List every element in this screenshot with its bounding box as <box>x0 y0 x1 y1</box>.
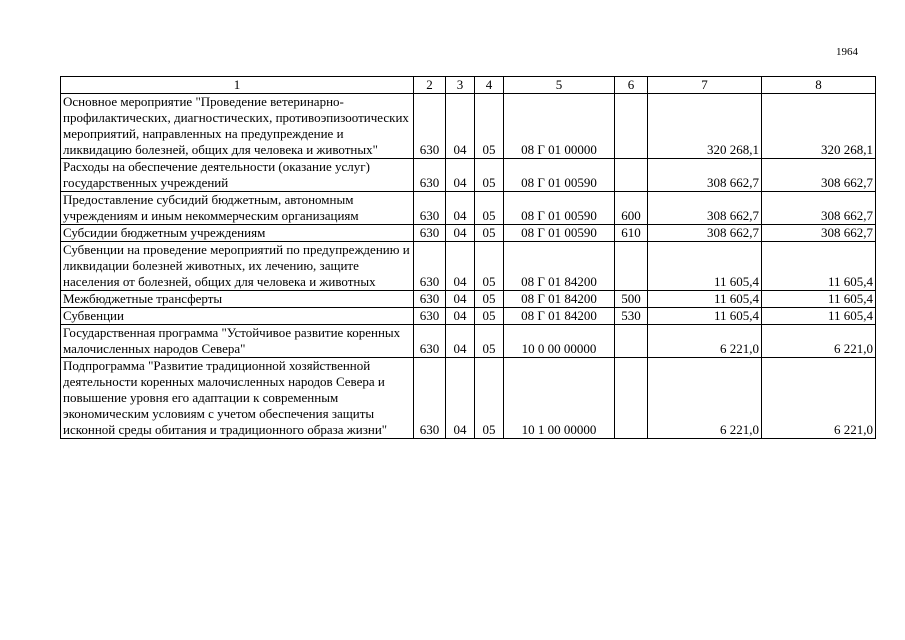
cell-amount-2: 308 662,7 <box>762 159 876 192</box>
cell-target-article: 08 Г 01 00000 <box>504 94 615 159</box>
cell-amount-2: 11 605,4 <box>762 242 876 291</box>
row-name: Субсидии бюджетным учреждениям <box>61 225 414 242</box>
col-header-7: 7 <box>648 77 762 94</box>
cell-amount-1: 11 605,4 <box>648 308 762 325</box>
cell-section: 04 <box>446 291 475 308</box>
row-name: Межбюджетные трансферты <box>61 291 414 308</box>
cell-subsection: 05 <box>475 325 504 358</box>
cell-section: 04 <box>446 325 475 358</box>
col-header-4: 4 <box>475 77 504 94</box>
header-row <box>61 77 876 94</box>
table-row <box>61 308 876 325</box>
col-header-2: 2 <box>414 77 446 94</box>
cell-expense-type <box>615 94 648 159</box>
table-row <box>61 291 876 308</box>
cell-expense-type: 610 <box>615 225 648 242</box>
cell-section: 04 <box>446 242 475 291</box>
cell-admin-code: 630 <box>414 325 446 358</box>
cell-amount-1: 320 268,1 <box>648 94 762 159</box>
cell-admin-code: 630 <box>414 159 446 192</box>
cell-amount-1: 6 221,0 <box>648 358 762 439</box>
table-row <box>61 325 876 358</box>
cell-amount-2: 308 662,7 <box>762 192 876 225</box>
table-row <box>61 159 876 192</box>
cell-target-article: 08 Г 01 00590 <box>504 225 615 242</box>
row-name: Основное мероприятие "Проведение ветеринарно-профилактических, диагностических, противоэпизоотических мероприятий, направленных на предупреждение и ликвидацию болезней, общих для человека и животных" <box>61 94 414 159</box>
table-row <box>61 94 876 159</box>
cell-target-article: 08 Г 01 00590 <box>504 192 615 225</box>
cell-admin-code: 630 <box>414 308 446 325</box>
cell-amount-2: 320 268,1 <box>762 94 876 159</box>
cell-admin-code: 630 <box>414 225 446 242</box>
cell-amount-1: 308 662,7 <box>648 225 762 242</box>
cell-expense-type <box>615 358 648 439</box>
cell-expense-type: 600 <box>615 192 648 225</box>
cell-target-article: 08 Г 01 84200 <box>504 242 615 291</box>
cell-amount-1: 308 662,7 <box>648 159 762 192</box>
cell-amount-1: 11 605,4 <box>648 291 762 308</box>
cell-section: 04 <box>446 192 475 225</box>
row-name: Расходы на обеспечение деятельности (оказание услуг) государственных учреждений <box>61 159 414 192</box>
cell-amount-2: 6 221,0 <box>762 358 876 439</box>
cell-amount-1: 308 662,7 <box>648 192 762 225</box>
row-name: Подпрограмма "Развитие традиционной хозяйственной деятельности коренных малочисленных народов Севера и повышение уровня его адаптации к современным экономическим условиям с учетом обеспечения защиты исконной среды обитания и традиционного образа жизни" <box>61 358 414 439</box>
col-header-3: 3 <box>446 77 475 94</box>
cell-section: 04 <box>446 225 475 242</box>
table-row <box>61 358 876 439</box>
row-name: Государственная программа "Устойчивое развитие коренных малочисленных народов Севера" <box>61 325 414 358</box>
cell-amount-2: 6 221,0 <box>762 325 876 358</box>
table-row <box>61 242 876 291</box>
row-name: Предоставление субсидий бюджетным, автономным учреждениям и иным некоммерческим организациям <box>61 192 414 225</box>
cell-section: 04 <box>446 308 475 325</box>
cell-amount-1: 6 221,0 <box>648 325 762 358</box>
cell-admin-code: 630 <box>414 358 446 439</box>
col-header-5: 5 <box>504 77 615 94</box>
col-header-1: 1 <box>61 77 414 94</box>
cell-target-article: 10 1 00 00000 <box>504 358 615 439</box>
row-name: Субвенции <box>61 308 414 325</box>
page-number: 1964 <box>836 46 858 58</box>
cell-subsection: 05 <box>475 291 504 308</box>
budget-table <box>60 76 876 439</box>
cell-expense-type <box>615 325 648 358</box>
cell-subsection: 05 <box>475 225 504 242</box>
cell-subsection: 05 <box>475 358 504 439</box>
cell-section: 04 <box>446 159 475 192</box>
cell-subsection: 05 <box>475 94 504 159</box>
cell-amount-2: 308 662,7 <box>762 225 876 242</box>
cell-expense-type: 500 <box>615 291 648 308</box>
col-header-6: 6 <box>615 77 648 94</box>
cell-target-article: 08 Г 01 00590 <box>504 159 615 192</box>
cell-section: 04 <box>446 358 475 439</box>
cell-expense-type: 530 <box>615 308 648 325</box>
cell-admin-code: 630 <box>414 94 446 159</box>
cell-admin-code: 630 <box>414 192 446 225</box>
cell-subsection: 05 <box>475 308 504 325</box>
cell-expense-type <box>615 242 648 291</box>
cell-amount-1: 11 605,4 <box>648 242 762 291</box>
cell-subsection: 05 <box>475 192 504 225</box>
cell-admin-code: 630 <box>414 242 446 291</box>
cell-subsection: 05 <box>475 159 504 192</box>
cell-expense-type <box>615 159 648 192</box>
cell-amount-2: 11 605,4 <box>762 291 876 308</box>
cell-target-article: 08 Г 01 84200 <box>504 308 615 325</box>
cell-target-article: 10 0 00 00000 <box>504 325 615 358</box>
cell-amount-2: 11 605,4 <box>762 308 876 325</box>
row-name: Субвенции на проведение мероприятий по предупреждению и ликвидации болезней животных, их лечению, защите населения от болезней, общих для человека и животных <box>61 242 414 291</box>
cell-target-article: 08 Г 01 84200 <box>504 291 615 308</box>
cell-admin-code: 630 <box>414 291 446 308</box>
col-header-8: 8 <box>762 77 876 94</box>
table-row <box>61 192 876 225</box>
cell-subsection: 05 <box>475 242 504 291</box>
cell-section: 04 <box>446 94 475 159</box>
table-row <box>61 225 876 242</box>
